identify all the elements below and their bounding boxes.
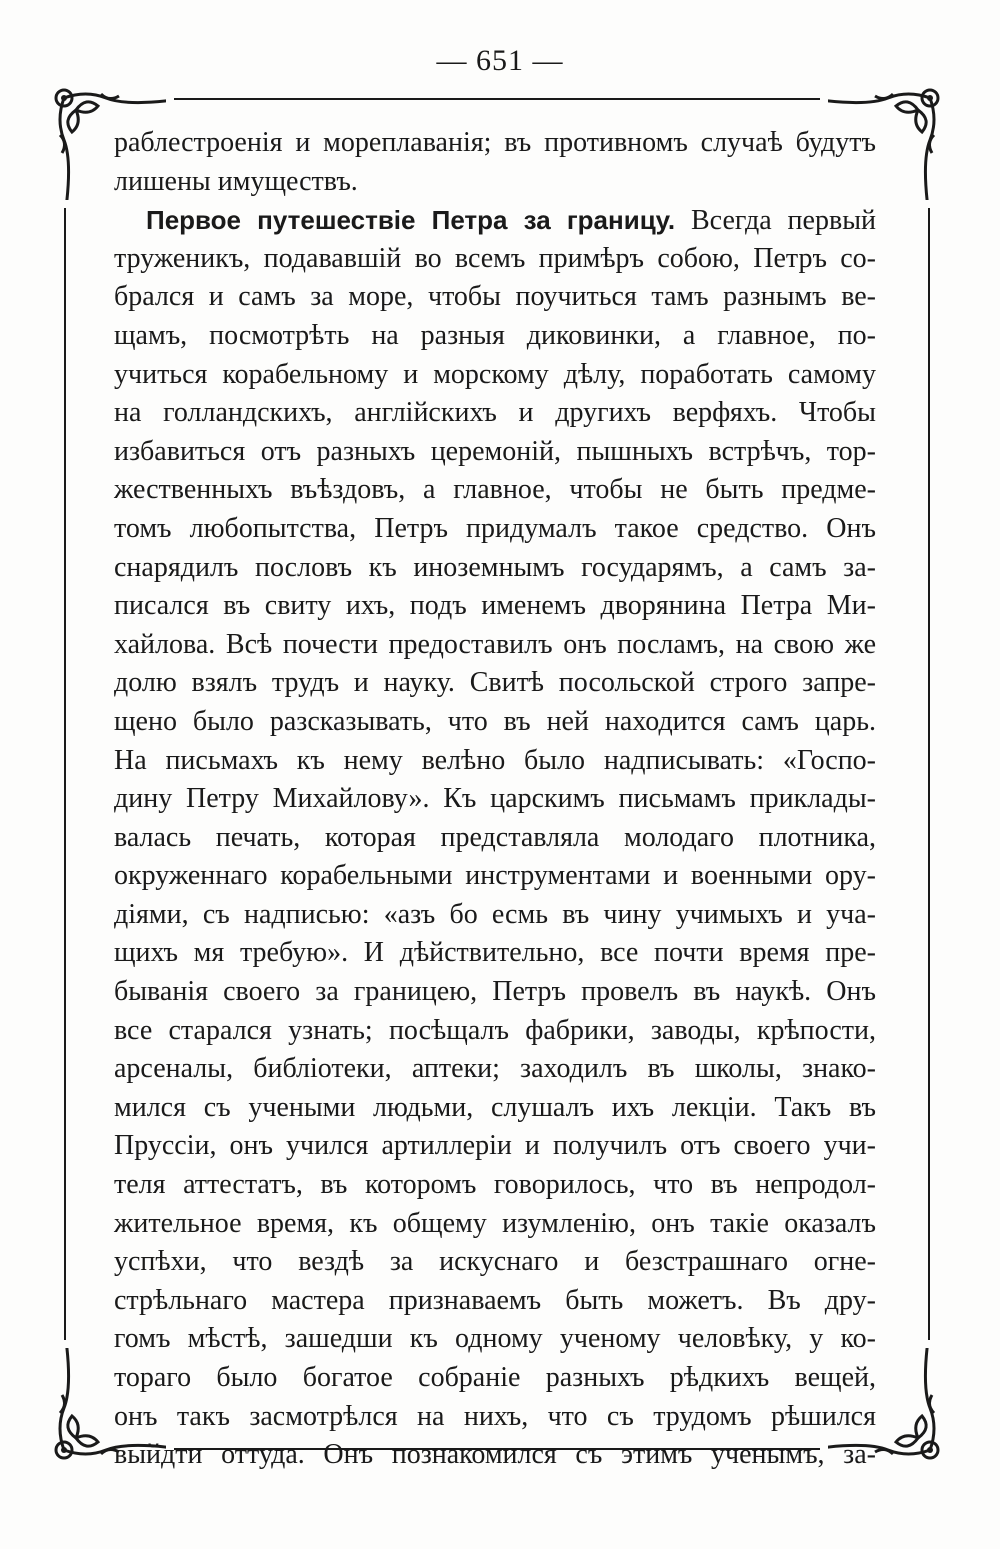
text-line: щамъ, посмотрѣть на разныя диковинки, а главное, по- xyxy=(114,319,876,351)
section-heading: Первое путешествіе Петра за границу. xyxy=(146,205,676,236)
text-line: брался и самъ за море, чтобы поучиться тамъ разнымъ ве- xyxy=(114,281,876,313)
text-line: окруженнаго корабельными инструментами и военными ору- xyxy=(114,860,876,892)
section-heading-line xyxy=(114,201,876,240)
text-line: онъ такъ засмотрѣлся на нихъ, что съ трудомъ рѣшился xyxy=(114,1400,876,1432)
text-line: раблестроенія и мореплаванія; въ противномъ случаѣ будутъ xyxy=(114,127,876,158)
text-line: жительное время, къ общему изумленію, онъ такіе оказалъ xyxy=(114,1207,876,1239)
text-line: снарядилъ пословъ къ иноземнымъ государямъ, а самъ за- xyxy=(114,551,876,583)
text-line: тораго было богатое собраніе разныхъ рѣдкихъ вещей, xyxy=(114,1362,876,1393)
page-number: — 651 — xyxy=(436,44,564,77)
text-line: арсеналы, библіотеки, аптеки; заходилъ въ школы, знако- xyxy=(114,1053,876,1085)
frame-left-rule xyxy=(64,208,66,1340)
text-line: хайлова. Всѣ почести предоставилъ онъ посламъ, на свою же xyxy=(114,628,876,660)
text-line: діями, съ надписью: «азъ бо есмь въ чину учимыхъ и уча- xyxy=(114,898,876,930)
text-line: На письмахъ къ нему велѣно было надписывать: «Госпо- xyxy=(114,744,876,776)
text-line: теля аттестатъ, въ которомъ говорилось, что въ непродол- xyxy=(114,1169,876,1201)
text-line: избавиться отъ разныхъ церемоній, пышныхъ встрѣчъ, тор- xyxy=(114,435,876,467)
text-line: выйдти оттуда. Онъ познакомился съ этимъ ученымъ, за- xyxy=(114,1439,876,1471)
text-line: учиться корабельному и морскому дѣлу, поработать самому xyxy=(114,358,876,390)
frame-right-rule xyxy=(928,208,930,1340)
text-line-continuation: Всегда первый xyxy=(691,205,876,237)
text-line: все старался узнать; посѣщалъ фабрики, заводы, крѣпости, xyxy=(114,1014,876,1046)
text-line: лишены имуществъ. xyxy=(114,165,358,197)
text-line: жественныхъ въѣздовъ, а главное, чтобы не быть предме- xyxy=(114,474,876,506)
text-line: гомъ мѣстѣ, зашедши къ одному ученому человѣку, у ко- xyxy=(114,1323,876,1355)
text-line: Пруссіи, онъ учился артиллеріи и получилъ отъ своего учи- xyxy=(114,1130,876,1162)
text-line: щихъ мя требую». И дѣйствительно, все почти время пре- xyxy=(114,937,876,969)
text-line: труженикъ, подававшій во всемъ примѣръ собою, Петръ со- xyxy=(114,242,876,274)
text-line: на голландскихъ, англійскихъ и другихъ верфяхъ. Чтобы xyxy=(114,397,876,429)
text-line: мился съ учеными людьми, слушалъ ихъ лекціи. Такъ въ xyxy=(114,1091,876,1123)
text-line: томъ любопытства, Петръ придумалъ такое средство. Онъ xyxy=(114,512,876,544)
text-line: щено было разсказывать, что въ ней находится самъ царь. xyxy=(114,705,876,737)
text-line: писался въ свиту ихъ, подъ именемъ дворянина Петра Ми- xyxy=(114,590,876,622)
text-line: дину Петру Михайлову». Къ царскимъ письмамъ приклады- xyxy=(114,783,876,815)
body-text xyxy=(114,124,876,1475)
text-line: быванія своего за границею, Петръ провелъ въ наукѣ. Онъ xyxy=(114,976,876,1008)
text-line: долю взялъ трудъ и науку. Свитѣ посольской строго запре- xyxy=(114,667,876,699)
text-line: успѣхи, что вездѣ за искуснаго и безстрашнаго огне- xyxy=(114,1246,876,1278)
text-line: стрѣльнаго мастера признаваемъ быть можетъ. Въ дру- xyxy=(114,1284,876,1316)
frame-top-rule xyxy=(174,98,820,100)
text-line: валась печать, которая представляла молодаго плотника, xyxy=(114,821,876,853)
